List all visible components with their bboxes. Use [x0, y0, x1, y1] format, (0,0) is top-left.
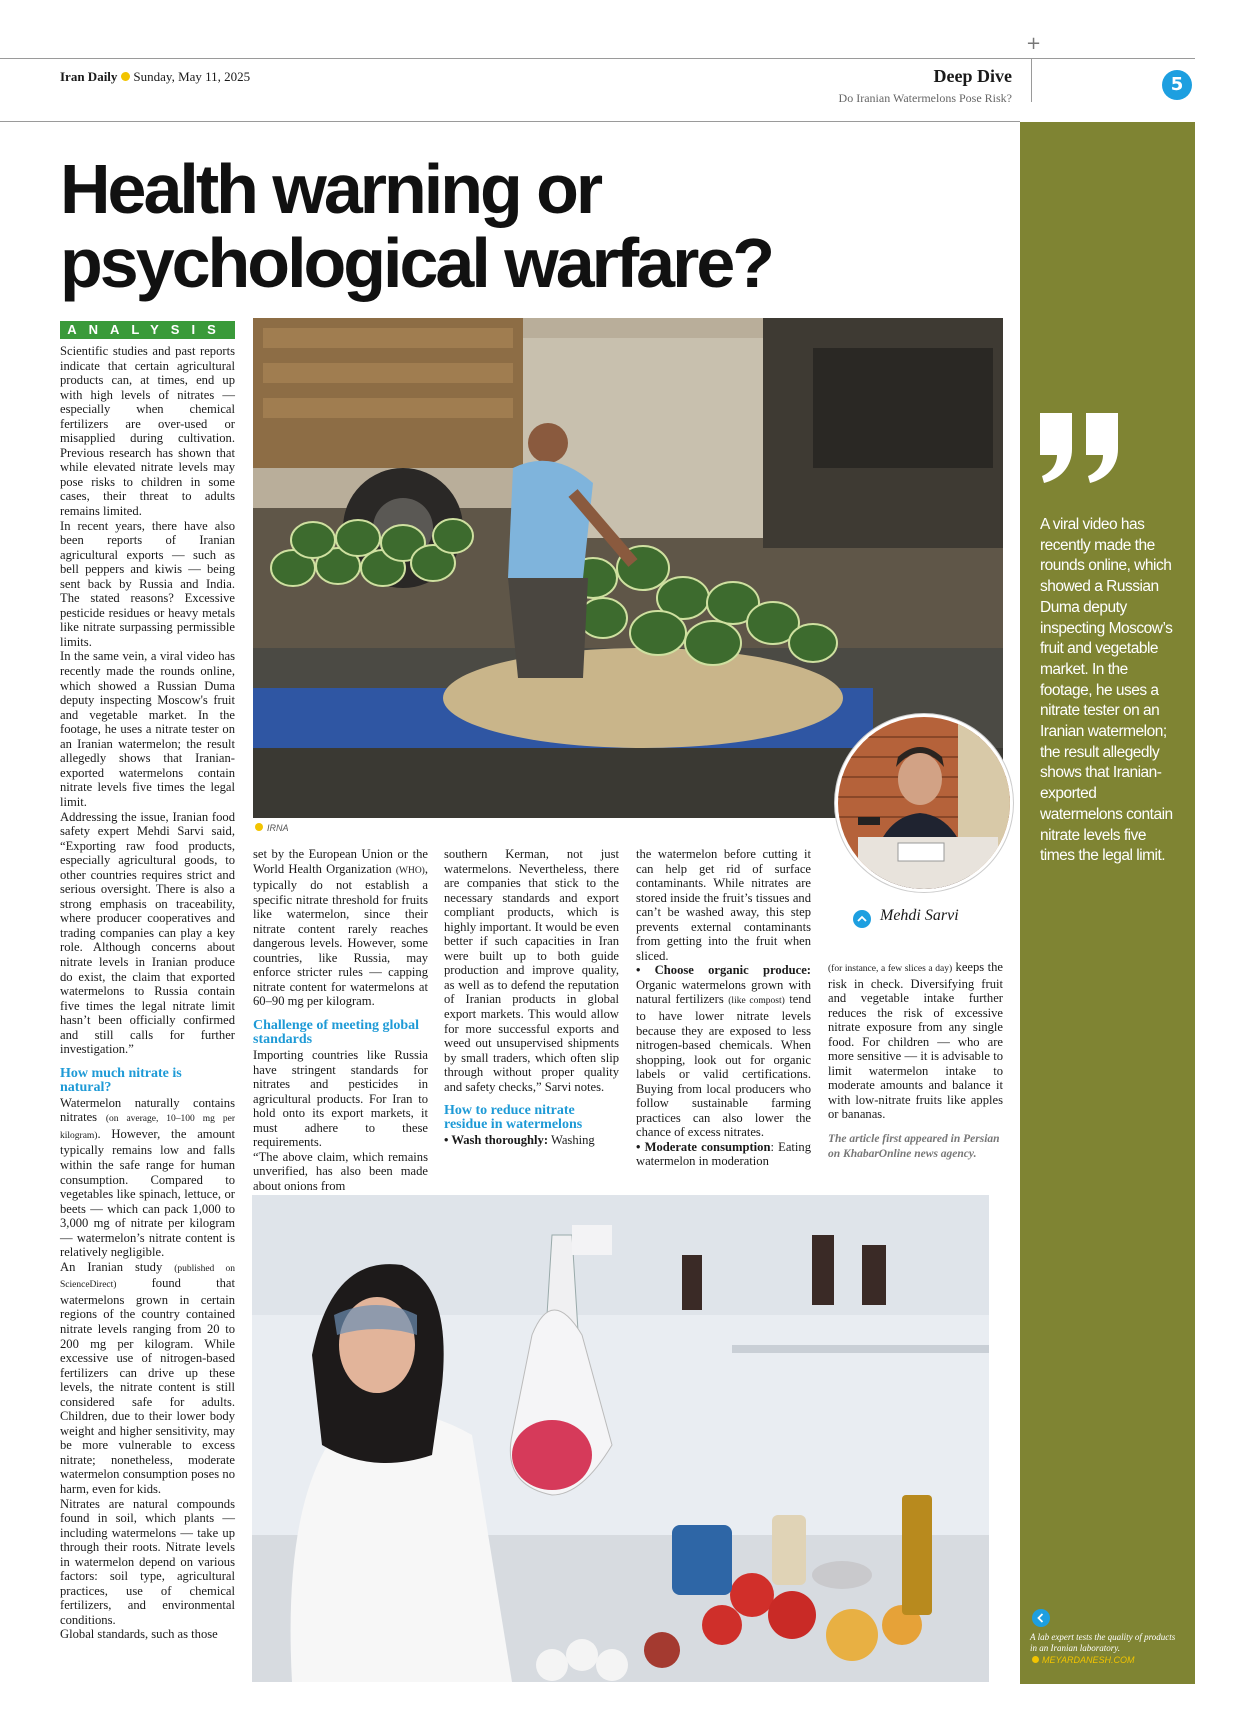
headline-line-2: psychological warfare? — [60, 224, 773, 302]
page-number: 5 — [1162, 70, 1192, 100]
paragraph: Importing countries like Russia have stringent standards for nitrates and pesticides in agricultural products. For Iran to hold onto its export markets, it must adhere to these requirements. — [253, 1048, 428, 1150]
text-column-4 — [636, 847, 811, 1169]
paragraph: • Moderate consumption: Eating watermelon in moderation — [636, 1139, 812, 1169]
yellow-dot-icon — [121, 72, 130, 81]
crop-mark-icon: + — [1026, 33, 1042, 54]
paragraph: • Wash thoroughly: Washing — [444, 1133, 595, 1148]
lab-credit-text: MEYARDANESH.COM — [1042, 1655, 1135, 1665]
lab-photo-credit — [1032, 1655, 1135, 1665]
paragraph: Addressing the issue, Iranian food safety expert Mehdi Sarvi said, “Exporting raw food products, especially agricultural goods, to other countries requires strict and serious oversight. There is also a strong emphasis on traceability, where producer cooperatives and trading companies can play a key role. Although concerns about nitrate levels in Iranian produce do exist, the claim that exported watermelons to Russia contain five times the legal nitrate limit hasn’t been officially confirmed and still calls for further investigation.” — [60, 809, 235, 1057]
subheading-reduce: How to reduce nitrate residue in watermelons — [444, 1103, 583, 1133]
text-column-2 — [253, 847, 428, 1193]
paragraph: Global standards, such as those — [60, 1627, 218, 1642]
yellow-dot-icon — [255, 823, 263, 831]
pull-quote: A viral video has recently made the rounds online, which showed a Russian Duma deputy inspecting Moscow’s fruit and vegetable market. In the footage, he uses a nitrate tester on an Iranian watermelon; the result allegedly shows that Iranian-exported watermelons contain nitrate levels five times the legal limit. — [1040, 516, 1173, 865]
publication-line — [60, 69, 250, 85]
paragraph: southern Kerman, not just watermelons. Nevertheless, there are companies that stick to the necessary standards and export compliant products, which is highly important. It would be even better if such capacities in Iran were built up to both guide production and improve quality, as well as to defend the reputation of Iranian products in global export markets. This would allow for more successful exports and weed out unsupervised shipments by small traders, which often slip through without proper quality and safety checks,” Sarvi notes. — [444, 847, 619, 1094]
header-bottom-rule — [0, 121, 1020, 122]
author-badge-icon — [853, 910, 871, 928]
subheading-challenge: Challenge of meeting global standards — [253, 1018, 420, 1048]
author-name: Mehdi Sarvi — [880, 907, 959, 924]
paragraph: set by the European Union or the World Health Organization (WHO), typically do not establish a specific nitrate threshold for fruits like watermelon, since their nitrate content rarely reaches dangerous levels. However, some countries, like Russia, may enforce stricter rules — capping nitrate content for watermelons at 60–90 mg per kilogram. — [253, 847, 428, 1009]
paragraph: Watermelon naturally contains nitrates (on average, 10–100 mg per kilogram). However, the amount typically remains low and falls within the safe range for human consumption. Compared to vegetables like spinach, lettuce, or beets — which can pack 1,000 to 3,000 mg of nitrate per kilogram — watermelon’s nitrate content is relatively negligible. — [60, 1095, 236, 1260]
paragraph: “The above claim, which remains unverified, has also been made about onions from — [253, 1149, 428, 1193]
paragraph: In the same vein, a viral video has recently made the rounds online, which showed a Russian Duma deputy inspecting Moscow's fruit and vegetable market. In the footage, he uses a nitrate tester on an Iranian watermelon; the result allegedly shows that Iranian-exported watermelons contain nitrate levels five times the legal limit. — [60, 649, 235, 809]
source-note: The article first appeared in Persian on KhabarOnline news agency. — [828, 1133, 1000, 1160]
lab-photo — [252, 1195, 989, 1682]
quote-mark-icon — [1038, 413, 1124, 483]
lab-photo-caption: A lab expert tests the quality of products in an Iranian laboratory. — [1030, 1632, 1176, 1653]
headline — [60, 152, 940, 300]
paragraph: In recent years, there have also been reports of Iranian agricultural exports — such as bell peppers and kiwis — being sent back by Russia and India. The stated reasons? Excessive pesticide residues or heavy metals like nitrate surpassing permissible limits. — [60, 518, 235, 649]
paragraph: (for instance, a few slices a day) keeps the risk in check. Diversifying fruit and vegetable intake further reduces the risk of excessive nitrate exposure from any single food. For children — who are more sensitive — it is advisable to limit watermelon intake to moderate amounts and balance it with low-nitrate fruits like apples or bananas. — [828, 960, 1003, 1122]
subheading-nitrate: How much nitrate is natural? — [60, 1065, 182, 1095]
paragraph: the watermelon before cutting it can help get rid of surface contaminants. While nitrates are stored inside the fruit’s tissues and can’t be washed away, this step prevents external contaminants from getting into the fruit when sliced. — [636, 847, 811, 963]
paragraph: Scientific studies and past reports indicate that certain agricultural products can, at times, end up with high levels of nitrates — especially when chemical fertilizers are over-used or misapplied during cultivation. Previous research has shown that while elevated nitrate levels may pose risks to children in some cases, their threat to adults remains limited. — [60, 344, 235, 519]
paragraph: Nitrates are natural compounds found in soil, which plants — including watermelons — take up through their roots. Nitrate levels in watermelon depend on various factors: soil type, agricultural practices, use of chemical fertilizers, and environmental conditions. — [60, 1496, 235, 1627]
analysis-tag: ANALYSIS — [60, 321, 235, 339]
chevron-left-icon[interactable] — [1032, 1609, 1050, 1627]
section-subtitle: Do Iranian Watermelons Pose Risk? — [838, 91, 1012, 105]
text-column-3 — [444, 847, 619, 1148]
photo-credit-text: IRNA — [267, 823, 289, 833]
paper-name: Iran Daily — [60, 69, 118, 84]
section-title: Deep Dive — [933, 66, 1012, 86]
photo-credit — [255, 823, 289, 833]
text-column-5 — [828, 960, 1003, 1161]
text-column-1 — [60, 344, 235, 1642]
author-portrait — [835, 714, 1013, 892]
header-top-rule — [0, 58, 1195, 59]
headline-line-1: Health warning or — [60, 150, 601, 228]
header-divider — [1031, 58, 1032, 102]
paragraph: An Iranian study (published on ScienceDirect) found that watermelons grown in certain regions of the country contained nitrate levels ranging from 20 to 200 mg per kilogram. While excessive use of nitrogen-based fertilizers can drive up these levels, the nitrate content is still considered safe for adults. Children, due to their lower body weight and higher sensitivity, may be more vulnerable to excess nitrate; nonetheless, moderate watermelon consumption poses no harm, even for kids. — [60, 1259, 235, 1497]
issue-date: Sunday, May 11, 2025 — [133, 69, 251, 84]
paragraph: • Choose organic produce: Organic watermelons grown with natural fertilizers (like compost) tend to have lower nitrate levels because they are exposed to less nitrogen-based chemicals. When shopping, look out for organic labels or valid certifications. Buying from local producers who follow sustainable farming practices can also lower the chance of excess nitrates. — [636, 963, 811, 1140]
sidebar-panel — [1020, 122, 1195, 1684]
